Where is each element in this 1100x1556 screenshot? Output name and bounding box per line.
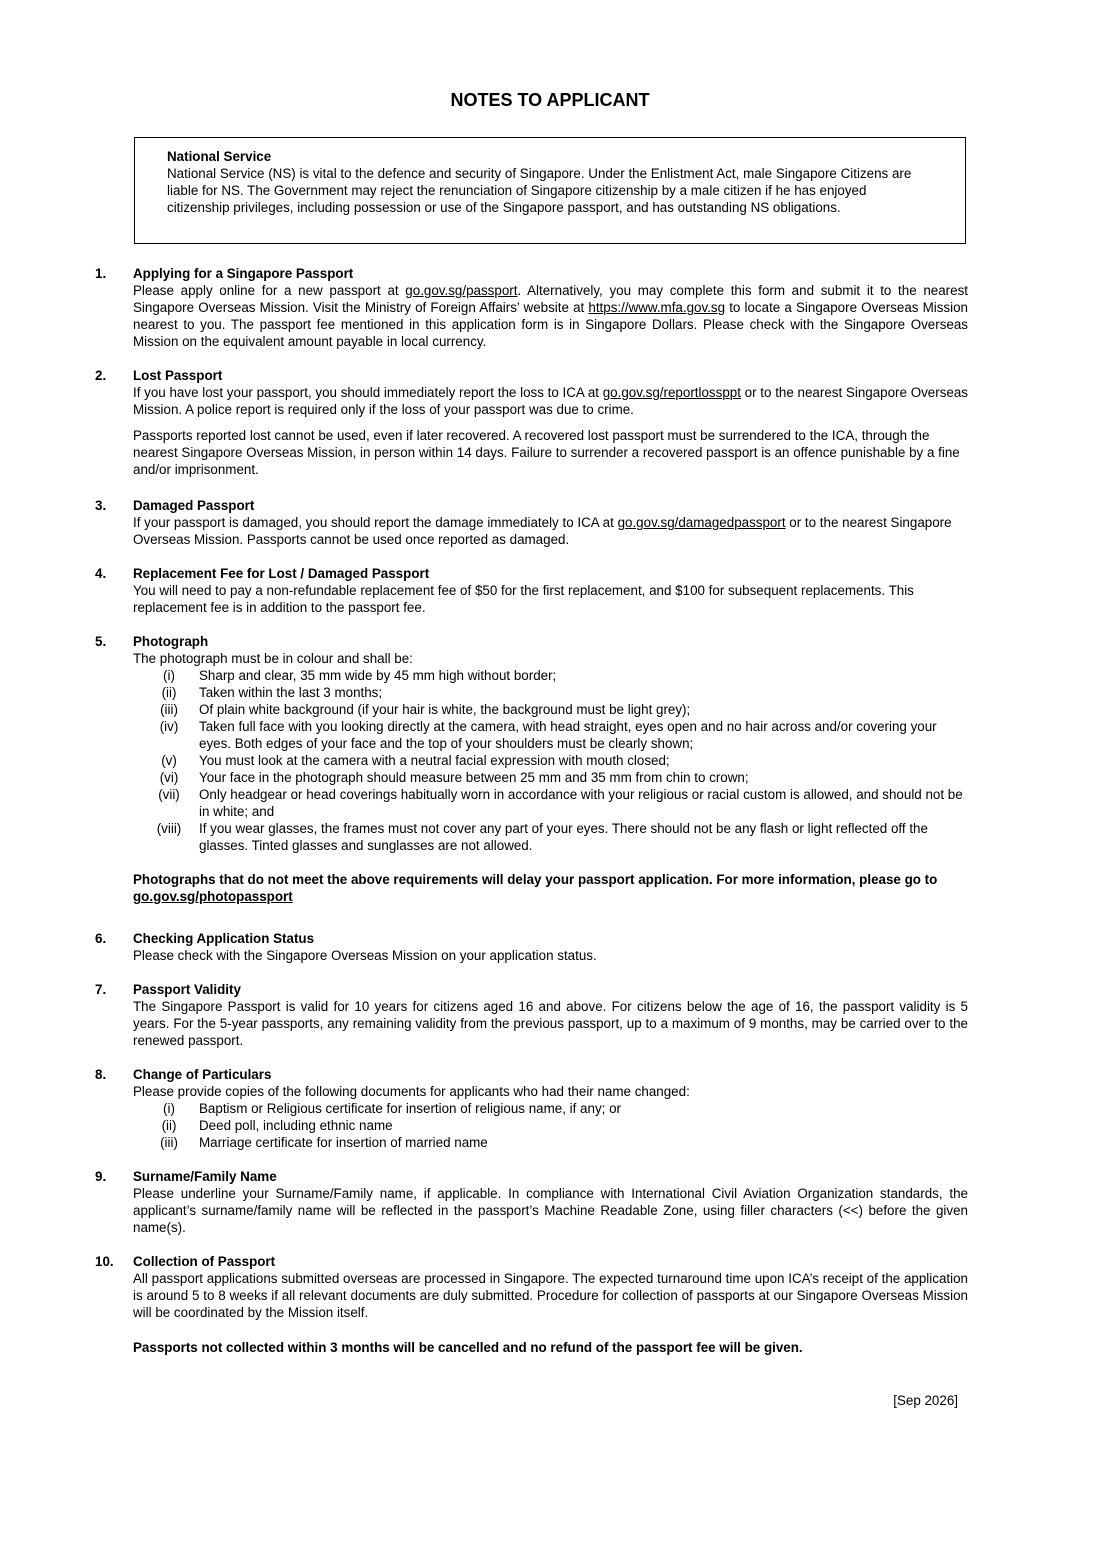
section-applying [95, 265, 968, 350]
ns-heading: National Service [167, 149, 272, 164]
section-heading: Photograph [133, 634, 209, 649]
ns-text: National Service (NS) is vital to the defence and security of Singapore. Under the Enlistment Act, male Singapore Citizens are liable for NS. The Government may reject the renunciation of Singapore citizenship by a male citizen if he has enjoyed citizenship privileges, including possession or use of the Singapore passport, and has outstanding NS obligations. [167, 166, 912, 215]
section-heading: Collection of Passport [133, 1254, 276, 1269]
list-item: (iii) Marriage certificate for insertion of married name [160, 1135, 488, 1150]
section-lost-passport [95, 367, 968, 478]
section-intro: Please provide copies of the following documents for applicants who had their name changed: [133, 1084, 690, 1099]
section-text: If you have lost your passport, you should immediately report the loss to ICA at go.gov.sg/reportlossppt or to the nearest Singapore Overseas Mission. A police report is required only if the loss of your passport was due to crime. [133, 385, 968, 417]
list-item: (iii) Of plain white background (if your hair is white, the background must be light grey); [160, 702, 691, 717]
section-heading: Damaged Passport [133, 498, 255, 513]
list-item: (ii) Deed poll, including ethnic name [161, 1118, 393, 1133]
section-text: The Singapore Passport is valid for 10 years for citizens aged 16 and above. For citizens below the age of 16, the passport validity is 5 years. For the 5-year passports, any remaining validity from the previous passport, up to a maximum of 9 months, may be carried over to the renewed passport. [133, 999, 968, 1048]
mfa-link[interactable]: https://www.mfa.gov.sg [588, 300, 726, 315]
section-heading: Surname/Family Name [133, 1169, 277, 1184]
list-item: (iv) Taken full face with you looking directly at the camera, with head straight, eyes open and no hair across and/or covering your eyes. Both edges of your face and the top of your shoulders must be clearly shown; [159, 719, 937, 751]
section-intro: The photograph must be in colour and shall be: [133, 651, 413, 666]
section-heading: Change of Particulars [133, 1067, 272, 1082]
list-item: (i) Baptism or Religious certificate for insertion of religious name, if any; or [163, 1101, 621, 1116]
section-text: If your passport is damaged, you should report the damage immediately to ICA at go.gov.sg/damagedpassport or to the nearest Singapore Overseas Mission. Passports cannot be used once reported as damaged. [133, 515, 952, 547]
national-service-box [134, 137, 966, 244]
page-title: NOTES TO APPLICANT [450, 90, 650, 110]
list-item: (viii) If you wear glasses, the frames must not cover any part of your eyes. There should not be any flash or light reflected off the glasses. Tinted glasses and sunglasses are not allowed. [156, 821, 928, 853]
section-heading: Checking Application Status [133, 931, 315, 946]
list-item: (vii) Only headgear or head coverings habitually worn in accordance with your religious or racial custom is allowed, and should not be in white; and [158, 787, 963, 819]
damaged-passport-link[interactable]: go.gov.sg/damagedpassport [617, 515, 786, 530]
section-number: 4. [95, 566, 107, 581]
section-heading: Lost Passport [133, 368, 223, 383]
section-number: 10. [95, 1254, 114, 1269]
section-collection [95, 1253, 968, 1356]
list-item: (v) You must look at the camera with a neutral facial expression with mouth closed; [161, 753, 670, 768]
section-number: 1. [95, 266, 107, 281]
section-photograph [95, 633, 968, 905]
section-number: 9. [95, 1169, 107, 1184]
section-paragraph: Passports reported lost cannot be used, even if later recovered. A recovered lost passport must be surrendered to the ICA, through the nearest Singapore Overseas Mission, in person within 14 days. Failure to surrender a recovered passport is an offence punishable by a fine and/or imprisonment. [133, 428, 960, 477]
section-heading: Applying for a Singapore Passport [133, 266, 354, 281]
revision-date: [Sep 2026] [893, 1393, 958, 1408]
section-number: 8. [95, 1067, 107, 1082]
section-change-particulars [95, 1066, 968, 1151]
section-replacement-fee [95, 565, 968, 616]
section-surname [95, 1168, 968, 1236]
section-text: All passport applications submitted overseas are processed in Singapore. The expected turnaround time upon ICA’s receipt of the application is around 5 to 8 weeks if all relevant documents are duly submitted. Procedure for collection of passports at our Singapore Overseas Mission will be coordinated by the Mission itself. [133, 1271, 968, 1320]
section-text: Please apply online for a new passport at go.gov.sg/passport. Alternatively, you may complete this form and submit it to the nearest Singapore Overseas Mission. Visit the Ministry of Foreign Affairs’ website at https://www.mfa.gov.sg to locate a Singapore Overseas Mission nearest to you. The passport fee mentioned in this application form is in Singapore Dollars. Please check with the Singapore Overseas Mission on the equivalent amount payable in local currency. [133, 283, 968, 349]
section-number: 6. [95, 931, 107, 946]
list-item: (ii) Taken within the last 3 months; [161, 685, 383, 700]
list-item: (i) Sharp and clear, 35 mm wide by 45 mm high without border; [163, 668, 557, 683]
photo-passport-link[interactable]: go.gov.sg/photopassport [133, 889, 293, 904]
passport-link[interactable]: go.gov.sg/passport [405, 283, 518, 298]
section-application-status [95, 930, 968, 964]
section-text: You will need to pay a non-refundable replacement fee of $50 for the first replacement, and $100 for subsequent replacements. This replacement fee is in addition to the passport fee. [133, 583, 914, 615]
section-passport-validity [95, 981, 968, 1049]
section-heading: Passport Validity [133, 982, 241, 997]
section-number: 7. [95, 982, 107, 997]
section-text: Please underline your Surname/Family name, if applicable. In compliance with International Civil Aviation Organization standards, the applicant’s surname/family name will be reflected in the passport’s Machine Readable Zone, using filler characters (<<) before the given name(s). [133, 1186, 968, 1235]
section-number: 2. [95, 368, 107, 383]
list-item: (vi) Your face in the photograph should measure between 25 mm and 35 mm from chin to crown; [159, 770, 749, 785]
section-number: 5. [95, 634, 107, 649]
section-damaged-passport [95, 497, 968, 548]
photo-note: Photographs that do not meet the above requirements will delay your passport application. For more information, please go to go.gov.sg/photopassport [133, 872, 938, 904]
section-number: 3. [95, 498, 107, 513]
report-loss-link[interactable]: go.gov.sg/reportlossppt [602, 385, 741, 400]
section-text: Please check with the Singapore Overseas Mission on your application status. [133, 948, 597, 963]
section-heading: Replacement Fee for Lost / Damaged Passport [133, 566, 430, 581]
collection-note: Passports not collected within 3 months will be cancelled and no refund of the passport fee will be given. [133, 1340, 803, 1355]
